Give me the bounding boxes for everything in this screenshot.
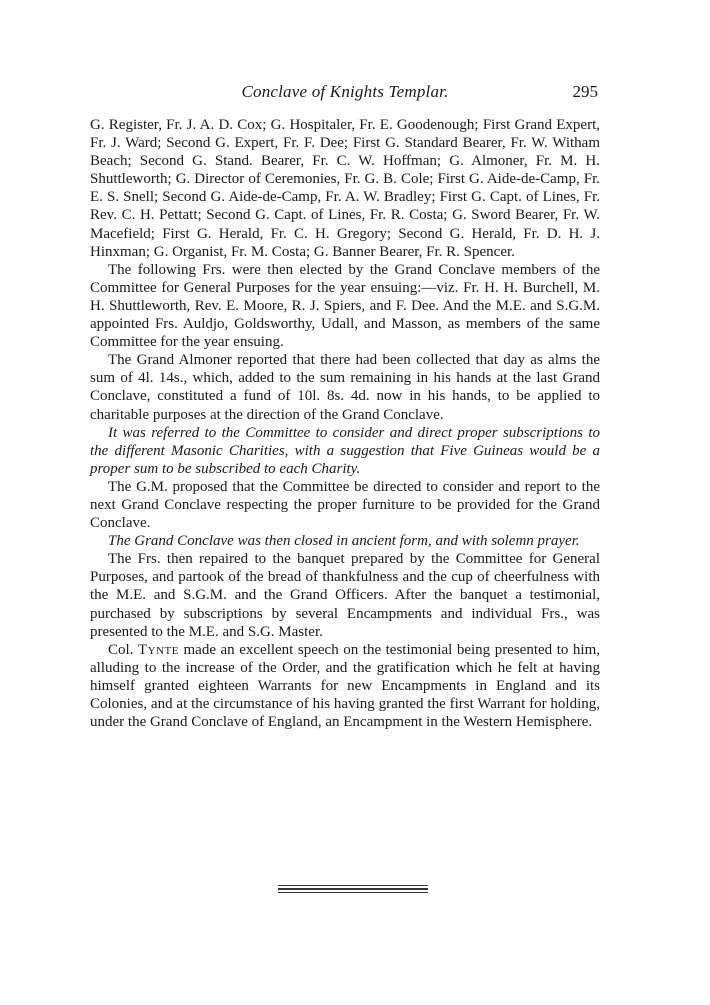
rule-line [278, 885, 428, 886]
paragraph-furniture: The G.M. proposed that the Committee be directed to consider and report to the next Grand Conclave respecting the proper furniture to be provided for the Grand Conclave. [90, 478, 600, 532]
rule-line [278, 888, 428, 890]
paragraph-closing: The Grand Conclave was then closed in ancient form, and with solemn prayer. [108, 533, 580, 550]
rule-line [278, 892, 428, 893]
paragraph-testimonial [90, 641, 600, 731]
page-body [90, 116, 600, 731]
paragraph-text: made an excellent speech on the testimonial being presented to him, alluding to the increase of the Order, and the gratification which he felt at having himself granted eighteen Warrants for new Encampments in England and its Colonies, and at the circumstance of his having granted the first Warrant for holding, under the Grand Conclave of England, an Encampment in the Western Hemisphere. [90, 641, 600, 731]
lead-text: Col. [108, 641, 138, 658]
paragraph-banquet: The Frs. then repaired to the banquet prepared by the Committee for General Purposes, and partook of the bread of thankfulness and the cup of cheerfulness with the M.E. and S.G.M. and the Grand Officers. After the banquet a testimonial, purchased by subscriptions by several Encampments and individual Frs., was presented to the M.E. and S.G. Master. [90, 551, 600, 640]
paragraph-officers: G. Register, Fr. J. A. D. Cox; G. Hospitaler, Fr. E. Goodenough; First Grand Expert, Fr. J. Ward; Second G. Expert, Fr. F. Dee; First G. Standard Bearer, Fr. W. Witham Beach; Second G. Stand. Bearer, Fr. C. W. Hoffman; G. Almoner, Fr. M. H. Shuttleworth; G. Director of Ceremonies, Fr. G. B. Cole; First G. Aide-de-Camp, Fr. E. S. Snell; Second G. Aide-de-Camp, Fr. A. W. Bradley; First G. Capt. of Lines, Fr. Rev. C. H. Pettatt; Second G. Capt. of Lines, Fr. R. Costa; G. Sword Bearer, Fr. W. Macefield; First G. Herald, Fr. C. H. Gregory; Second G. Herald, Fr. D. H. J. Hinxman; G. Organist, Fr. M. Costa; G. Banner Bearer, Fr. R. Spencer. [90, 117, 600, 260]
end-rule-ornament [278, 885, 428, 895]
person-name: Tynte [137, 641, 179, 658]
paragraph-committee-election: The following Frs. were then elected by the Grand Conclave members of the Committee for General Purposes for the year ensuing:—viz. Fr. H. H. Burchell, M. H. Shuttleworth, Rev. E. Moore, R. J. Spiers, and F. Dee. And the M.E. and S.G.M. appointed Frs. Auldjo, Goldsworthy, Udall, and Masson, as members of the same Committee for the year ensuing. [90, 261, 600, 351]
body-text [90, 116, 600, 731]
running-head [90, 82, 600, 108]
paragraph-almoner-report: The Grand Almoner reported that there had been collected that day as alms the sum of 4l. 14s., which, added to the sum remaining in his hands at the last Grand Conclave, constituted a fund of 10l. 8s. 4d. now in his hands, to be applied to charitable purposes at the direction of the Grand Conclave. [90, 352, 600, 423]
paragraph-charities: It was referred to the Committee to consider and direct proper subscriptions to the different Masonic Charities, with a suggestion that Five Guineas would be a proper sum to be subscribed to each Charity. [90, 424, 600, 477]
running-title: Conclave of Knights Templar. [241, 82, 449, 101]
page-number: 295 [572, 82, 598, 101]
